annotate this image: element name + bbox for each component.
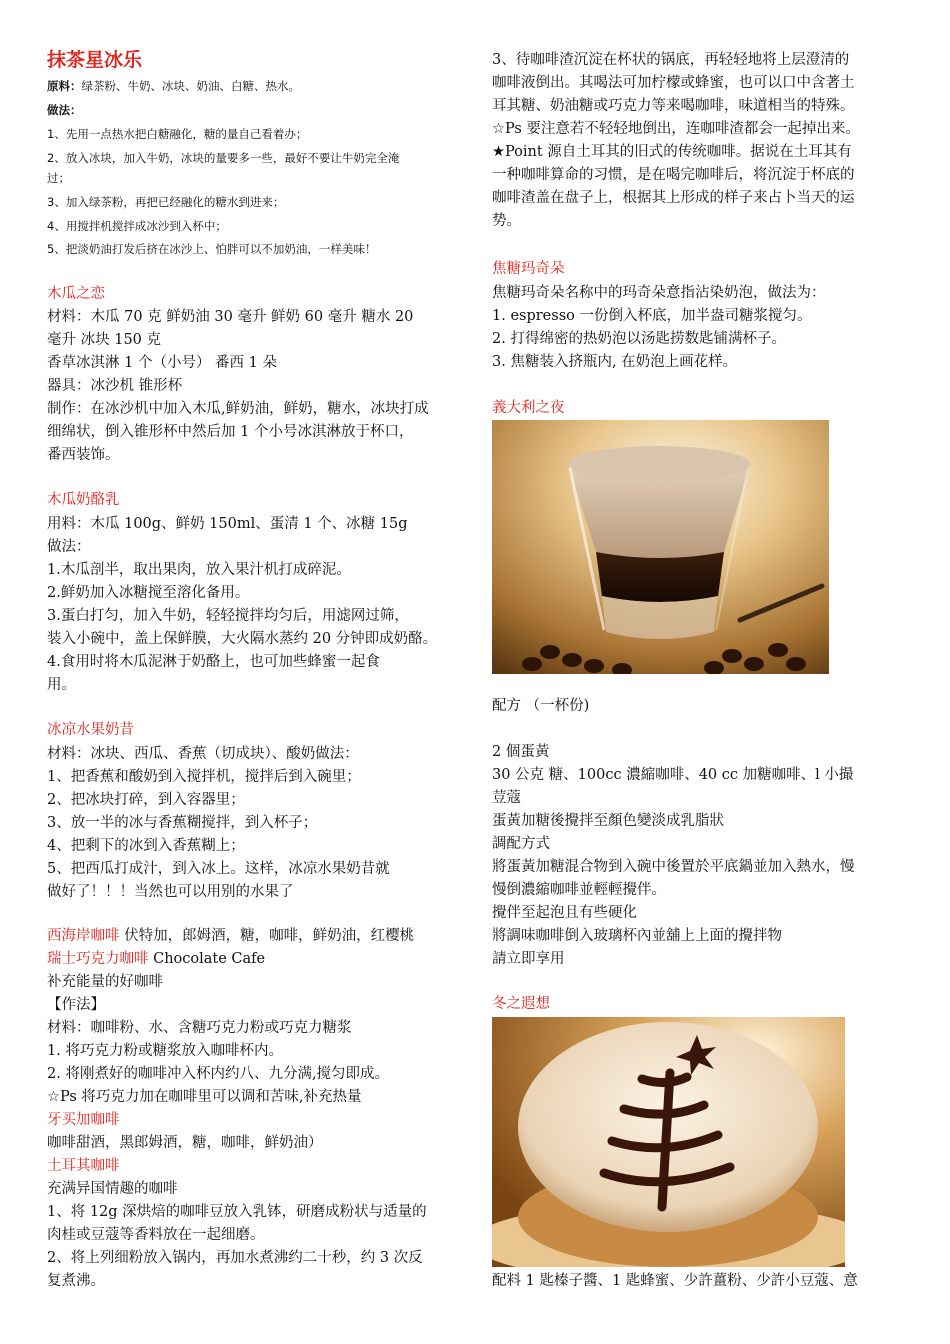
turkish-line: 充满异国情趣的咖啡 [47,1181,178,1197]
section-heading-italy-night: 義大利之夜 [492,400,565,416]
turkish-cont-line: 3、待咖啡渣沉淀在杯状的锅底，再轻轻地将上层澄清的 [492,52,850,68]
macchiato-line: 2. 打得绵密的热奶泡以汤匙捞数匙铺满杯子。 [492,331,786,347]
italy-night-photo [492,420,829,674]
page-title: 抹茶星冰乐 [47,49,143,71]
fruit-shake-line: 1、把香蕉和酸奶到入搅拌机，搅拌后到入碗里； [47,769,361,785]
italy-night-line: 2 個蛋黃 [492,744,550,760]
section-heading-papaya-cheese: 木瓜奶酪乳 [47,492,120,508]
jamaica-text: 咖啡甜酒，黑郎姆酒，糖，咖啡，鲜奶油） [47,1135,323,1151]
italy-night-line: 蛋黃加糖後攪拌至顏色變淡成乳脂狀 [492,813,724,829]
swiss-line: 【作法】 [47,997,105,1013]
matcha-step: 1、先用一点热水把白糖融化，糖的量自己看着办； [47,127,308,141]
west-coast-line [47,926,414,946]
method-label: 做法： [47,103,82,117]
fruit-shake-line: 材料：冰块、西瓜、香蕉（切成块）、酸奶做法： [47,746,359,762]
papaya-cheese-line: 2.鲜奶加入冰糖搅至溶化备用。 [47,585,250,601]
matcha-step: 2、放入冰块，加入牛奶，冰块的量要多一些，最好不要让牛奶完全淹 [47,151,400,165]
west-coast-text: 伏特加，郎姆酒，糖，咖啡，鲜奶油，红樱桃 [119,928,415,944]
swiss-line: ☆Ps 将巧克力加在咖啡里可以调和苦味,补充热量 [47,1089,362,1105]
italy-night-line: 30 公克 糖、100cc 濃縮咖啡、40 cc 加糖咖啡、l 小撮 [492,767,854,783]
macchiato-line: 1. espresso 一份倒入杯底，加半盎司糖浆搅匀。 [492,308,812,324]
section-heading-macchiato: 焦糖玛奇朵 [492,261,565,277]
turkish-line: 肉桂或豆蔻等香料放在一起细磨。 [47,1227,265,1243]
papaya-love-line: 细绵状，倒入锥形杯中然后加 1 个小号冰淇淋放于杯口， [47,424,414,440]
section-heading-fruit-shake: 冰凉水果奶昔 [47,722,134,738]
turkish-cont-line: ★Point 源自土耳其的旧式的传统咖啡。据说在土耳其有 [492,144,852,160]
winter-bottom-line: 配料 1 匙榛子醬、1 匙蜂蜜、少許薑粉、少許小豆蔻、意 [492,1273,858,1289]
ingredients-text: 绿茶粉、牛奶、冰块、奶油、白糖、热水。 [81,79,300,93]
turkish-cont-line: 咖啡渣盖在盘子上，根据其上形成的样子来占卜当天的运 [492,190,855,206]
section-heading-papaya-love: 木瓜之恋 [47,286,105,302]
matcha-step: 过； [47,171,70,185]
matcha-step: 3、加入绿茶粉，再把已经融化的糖水到进来； [47,195,285,209]
section-heading-winter: 冬之遐想 [492,996,550,1012]
papaya-love-line: 毫升 冰块 150 克 [47,332,162,348]
italy-night-line: 荳蔻 [492,790,521,806]
fruit-shake-line: 2、把冰块打碎，到入容器里； [47,792,245,808]
papaya-cheese-line: 3.蛋白打匀，加入牛奶，轻轻搅拌均匀后，用滤网过筛， [47,608,409,624]
italy-night-line: 調配方式 [492,836,550,852]
swiss-line: 材料：咖啡粉、水、含糖巧克力粉或巧克力糖浆 [47,1020,352,1036]
papaya-cheese-line: 1.木瓜剖半，取出果肉，放入果汁机打成碎泥。 [47,562,351,578]
papaya-cheese-line: 用。 [47,677,76,693]
turkish-cont-line: 咖啡液倒出。其喝法可加柠檬或蜂蜜，也可以口中含著土 [492,75,855,91]
italy-night-line: 慢倒濃縮咖啡並輕輕攪伴。 [492,882,666,898]
italy-night-line: 將蛋黃加糖混合物到入碗中後置於平底鍋並加入熱水，慢 [492,859,855,875]
papaya-love-line: 材料：木瓜 70 克 鲜奶油 30 毫升 鲜奶 60 毫升 糖水 20 [47,309,414,325]
papaya-love-line: 器具：冰沙机 锥形杯 [47,378,183,394]
turkish-cont-line: 耳其糖、奶油糖或巧克力等来喝咖啡，味道相当的特殊。 [492,98,855,114]
papaya-cheese-line: 4.食用时将木瓜泥淋于奶酪上，也可加些蜂蜜一起食 [47,654,380,670]
section-heading-jamaica: 牙买加咖啡 [47,1112,120,1128]
fruit-shake-line: 做好了！！！当然也可以用别的水果了 [47,884,294,900]
papaya-love-line: 香草冰淇淋 1 个（小号） 番西 1 朵 [47,355,277,371]
ingredients-label: 原料： [47,79,82,93]
italy-night-line: 請立即享用 [492,951,565,967]
swiss-line: 补充能量的好咖啡 [47,974,163,990]
macchiato-line: 3. 焦糖装入挤瓶内, 在奶泡上画花样。 [492,354,738,370]
matcha-ingredients [47,76,300,96]
swiss-line: 2. 将刚煮好的咖啡冲入杯内约八、九分满,搅匀即成。 [47,1066,390,1082]
papaya-cheese-line: 装入小碗中，盖上保鲜膜，大火隔水蒸约 20 分钟即成奶酪。 [47,631,438,647]
italy-night-line: 配方 （一杯份) [492,698,590,714]
turkish-line: 1、将 12g 深烘焙的咖啡豆放入乳钵，研磨成粉状与适量的 [47,1204,427,1220]
turkish-line: 复煮沸。 [47,1273,105,1289]
turkish-cont-line: 势。 [492,213,521,229]
turkish-cont-line: 一种咖啡算命的习惯，是在喝完咖啡后，将沉淀于杯底的 [492,167,855,183]
fruit-shake-line: 5、把西瓜打成汁，到入冰上。这样，冰凉水果奶昔就 [47,861,390,877]
section-heading-west-coast: 西海岸咖啡 [47,928,120,944]
swiss-text: Chocolate Cafe [148,951,266,967]
turkish-cont-line: ☆Ps 要注意若不轻轻地倒出，连咖啡渣都会一起掉出来。 [492,121,860,137]
swiss-line: 1. 将巧克力粉或糖浆放入咖啡杯内。 [47,1043,283,1059]
matcha-step: 4、用搅拌机搅拌成冰沙到入杯中； [47,219,227,233]
fruit-shake-line: 4、把剩下的冰到入香蕉糊上； [47,838,245,854]
italy-night-line: 攪伴至起泡且有些硬化 [492,905,637,921]
matcha-step: 5、把淡奶油打发后挤在冰沙上、怕胖可以不加奶油，一样美味！ [47,242,377,256]
papaya-cheese-line: 做法： [47,539,91,555]
winter-photo [492,1017,845,1267]
papaya-love-line: 制作：在冰沙机中加入木瓜,鲜奶油，鲜奶，糖水，冰块打成 [47,401,429,417]
swiss-line [47,949,265,969]
section-heading-swiss: 瑞士巧克力咖啡 [47,951,149,967]
papaya-love-line: 番西装饰。 [47,447,120,463]
italy-night-line: 將調味咖啡倒入玻璃杯內並舖上上面的攪拌物 [492,928,782,944]
turkish-line: 2、将上列细粉放入锅内，再加水煮沸约二十秒，约 3 次反 [47,1250,423,1266]
section-heading-turkish: 土耳其咖啡 [47,1158,120,1174]
fruit-shake-line: 3、放一半的冰与香蕉糊搅拌，到入杯子； [47,815,318,831]
papaya-cheese-line: 用料：木瓜 100g、鲜奶 150ml、蛋清 1 个、冰糖 15g [47,516,408,532]
macchiato-line: 焦糖玛奇朵名称中的玛奇朵意指沾染奶泡，做法为： [492,285,826,301]
